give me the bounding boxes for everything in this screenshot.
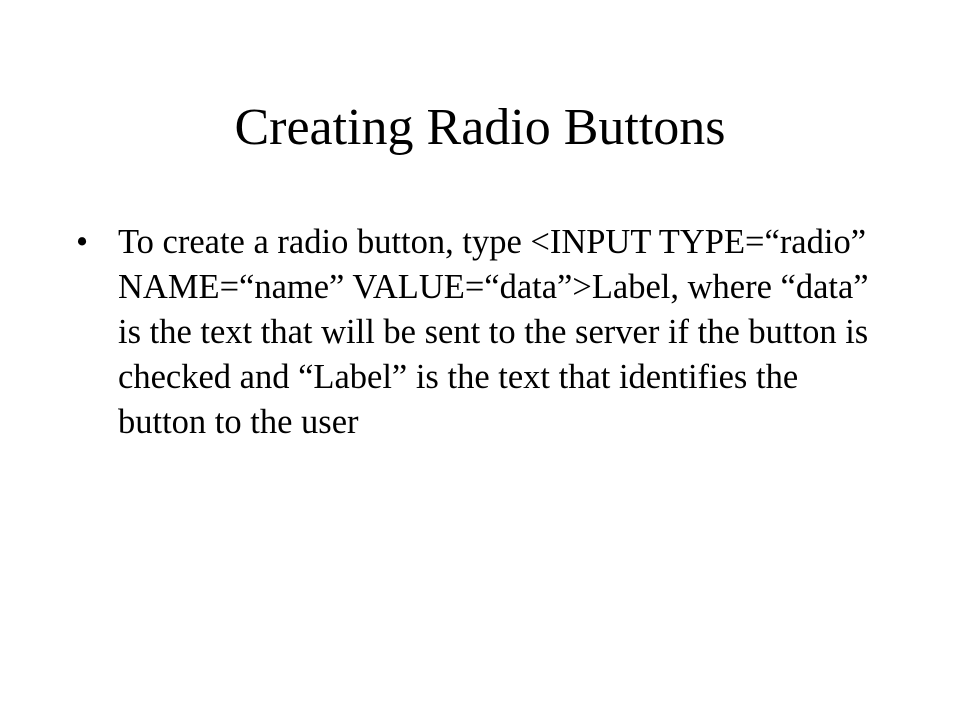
bullet-item [76,220,876,445]
bullet-marker: • [76,223,89,261]
bullet-list [76,220,876,445]
slide-title: Creating Radio Buttons [234,99,726,156]
bullet-text: To create a radio button, type <INPUT TYPE=“radio” NAME=“name” VALUE=“data”>Label, where “data” is the text that will be sent to the server if the button is checked and “Label” is the text that identifies the button to the user [118,223,869,441]
